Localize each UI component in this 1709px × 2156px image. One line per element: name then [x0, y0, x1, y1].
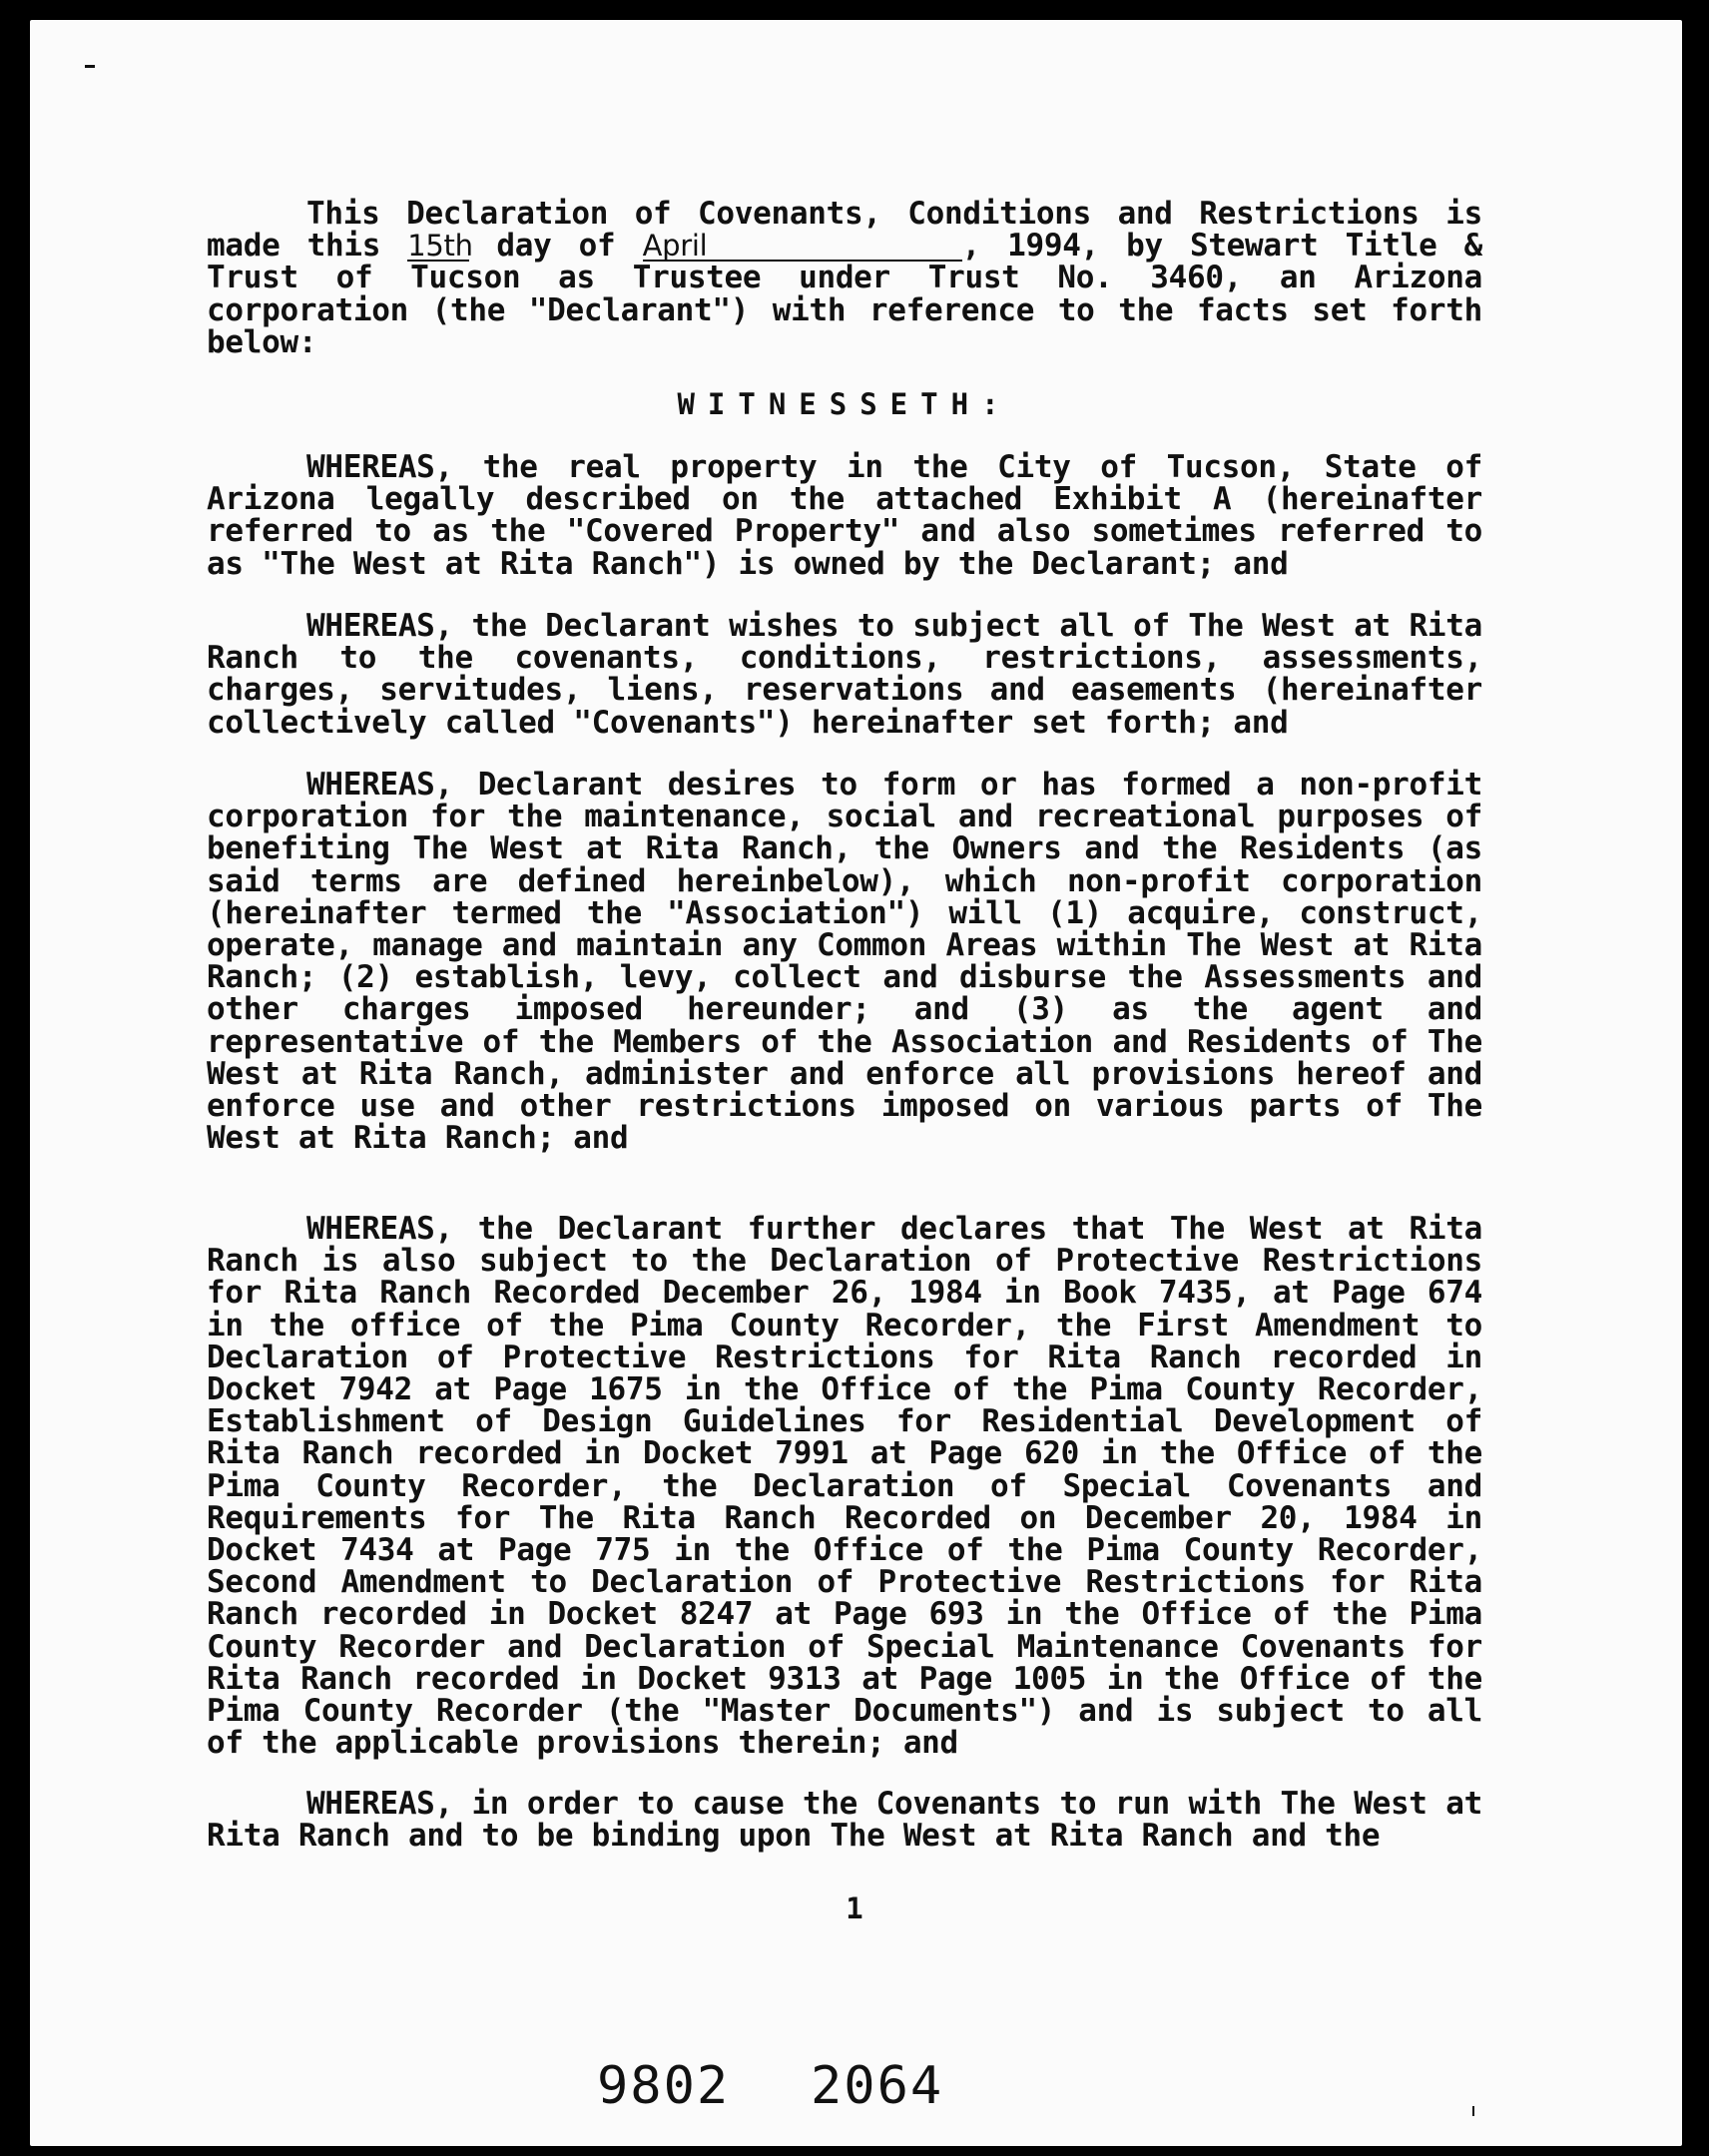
intro-text-2: day of [496, 228, 616, 265]
whereas-paragraph-2 [207, 610, 1482, 739]
intro-text-3: , 1994, by Stewart Title & Trust of Tucson as Trustee under Trust No. 3460, an Arizona corporation (the "Declarant") with reference to the facts set forth below: [207, 228, 1483, 360]
whereas-paragraph-1 [207, 451, 1482, 580]
intro-paragraph [207, 198, 1482, 358]
paragraph-text: WHEREAS, the real property in the City of Tucson, State of Arizona legally described on the attached Exhibit A (hereinafter referred to as the "Covered Property" and also sometimes referred to as "The West at Rita Ranch") is owned by the Declarant; and [207, 449, 1482, 582]
whereas-paragraph-5 [207, 1786, 1482, 1855]
paragraph-text: WHEREAS, in order to cause the Covenants to run with The West at Rita Ranch and to be binding upon The West at Rita Ranch and the [207, 1786, 1482, 1855]
day-field: 15th [407, 229, 473, 264]
docket-stamp-right: 2064 [811, 2056, 944, 2116]
scan-speck [1472, 2106, 1474, 2116]
scan-speck [85, 65, 95, 68]
intro-text-1: This Declaration of Covenants, Conditions and Restrictions is made this [207, 196, 1482, 265]
docket-stamp-left: 9802 [597, 2056, 731, 2116]
witnesseth-heading: WITNESSETH: [677, 387, 1012, 421]
month-field: April [643, 232, 962, 262]
whereas-paragraph-4 [207, 1211, 1482, 1762]
paragraph-text: WHEREAS, the Declarant further declares that The West at Rita Ranch is also subject to the Declaration of Protective Restrictions for Rita Ranch Recorded December 26, 1984 in Book 7435, at Page 674 in the office of the Pima County Recorder, the First Amendment to Declaration of Protective Restrictions for Rita Ranch recorded in Docket 7942 at Page 1675 in the Office of the Pima County Recorder, Establishment of Design Guidelines for Residential Development of Rita Ranch recorded in Docket 7991 at Page 620 in the Office of the Pima County Recorder, the Declaration of Special Covenants and Requirements for The Rita Ranch Recorded on December 20, 1984 in Docket 7434 at Page 775 in the Office of the Pima County Recorder, Second Amendment to Declaration of Protective Restrictions for Rita Ranch recorded in Docket 8247 at Page 693 in the Office of the Pima County Recorder and Declaration of Special Maintenance Covenants for Rita Ranch recorded in Docket 9313 at Page 1005 in the Office of the Pima County Recorder (the "Master Documents") and is subject to all of the applicable provisions therein; and [207, 1211, 1482, 1762]
paragraph-text: WHEREAS, the Declarant wishes to subject all of The West at Rita Ranch to the covenants, conditions, restrictions, assessments, charges, servitudes, liens, reservations and easements (hereinafter collectively called "Covenants") hereinafter set forth; and [207, 608, 1482, 741]
page-number: 1 [846, 1891, 863, 1925]
whereas-paragraph-3 [207, 767, 1482, 1157]
paragraph-text: WHEREAS, Declarant desires to form or has formed a non-profit corporation for the maintenance, social and recreational purposes of benefiting The West at Rita Ranch, the Owners and the Residents (as said terms are defined hereinbelow), which non-profit corporation (hereinafter termed the "Association") will (1) acquire, construct, operate, manage and maintain any Common Areas within The West at Rita Ranch; (2) establish, levy, collect and disburse the Assessments and other charges imposed hereunder; and (3) as the agent and representative of the Members of the Association and Residents of The West at Rita Ranch, administer and enforce all provisions hereof and enforce use and other restrictions imposed on various parts of The West at Rita Ranch; and [207, 767, 1482, 1157]
